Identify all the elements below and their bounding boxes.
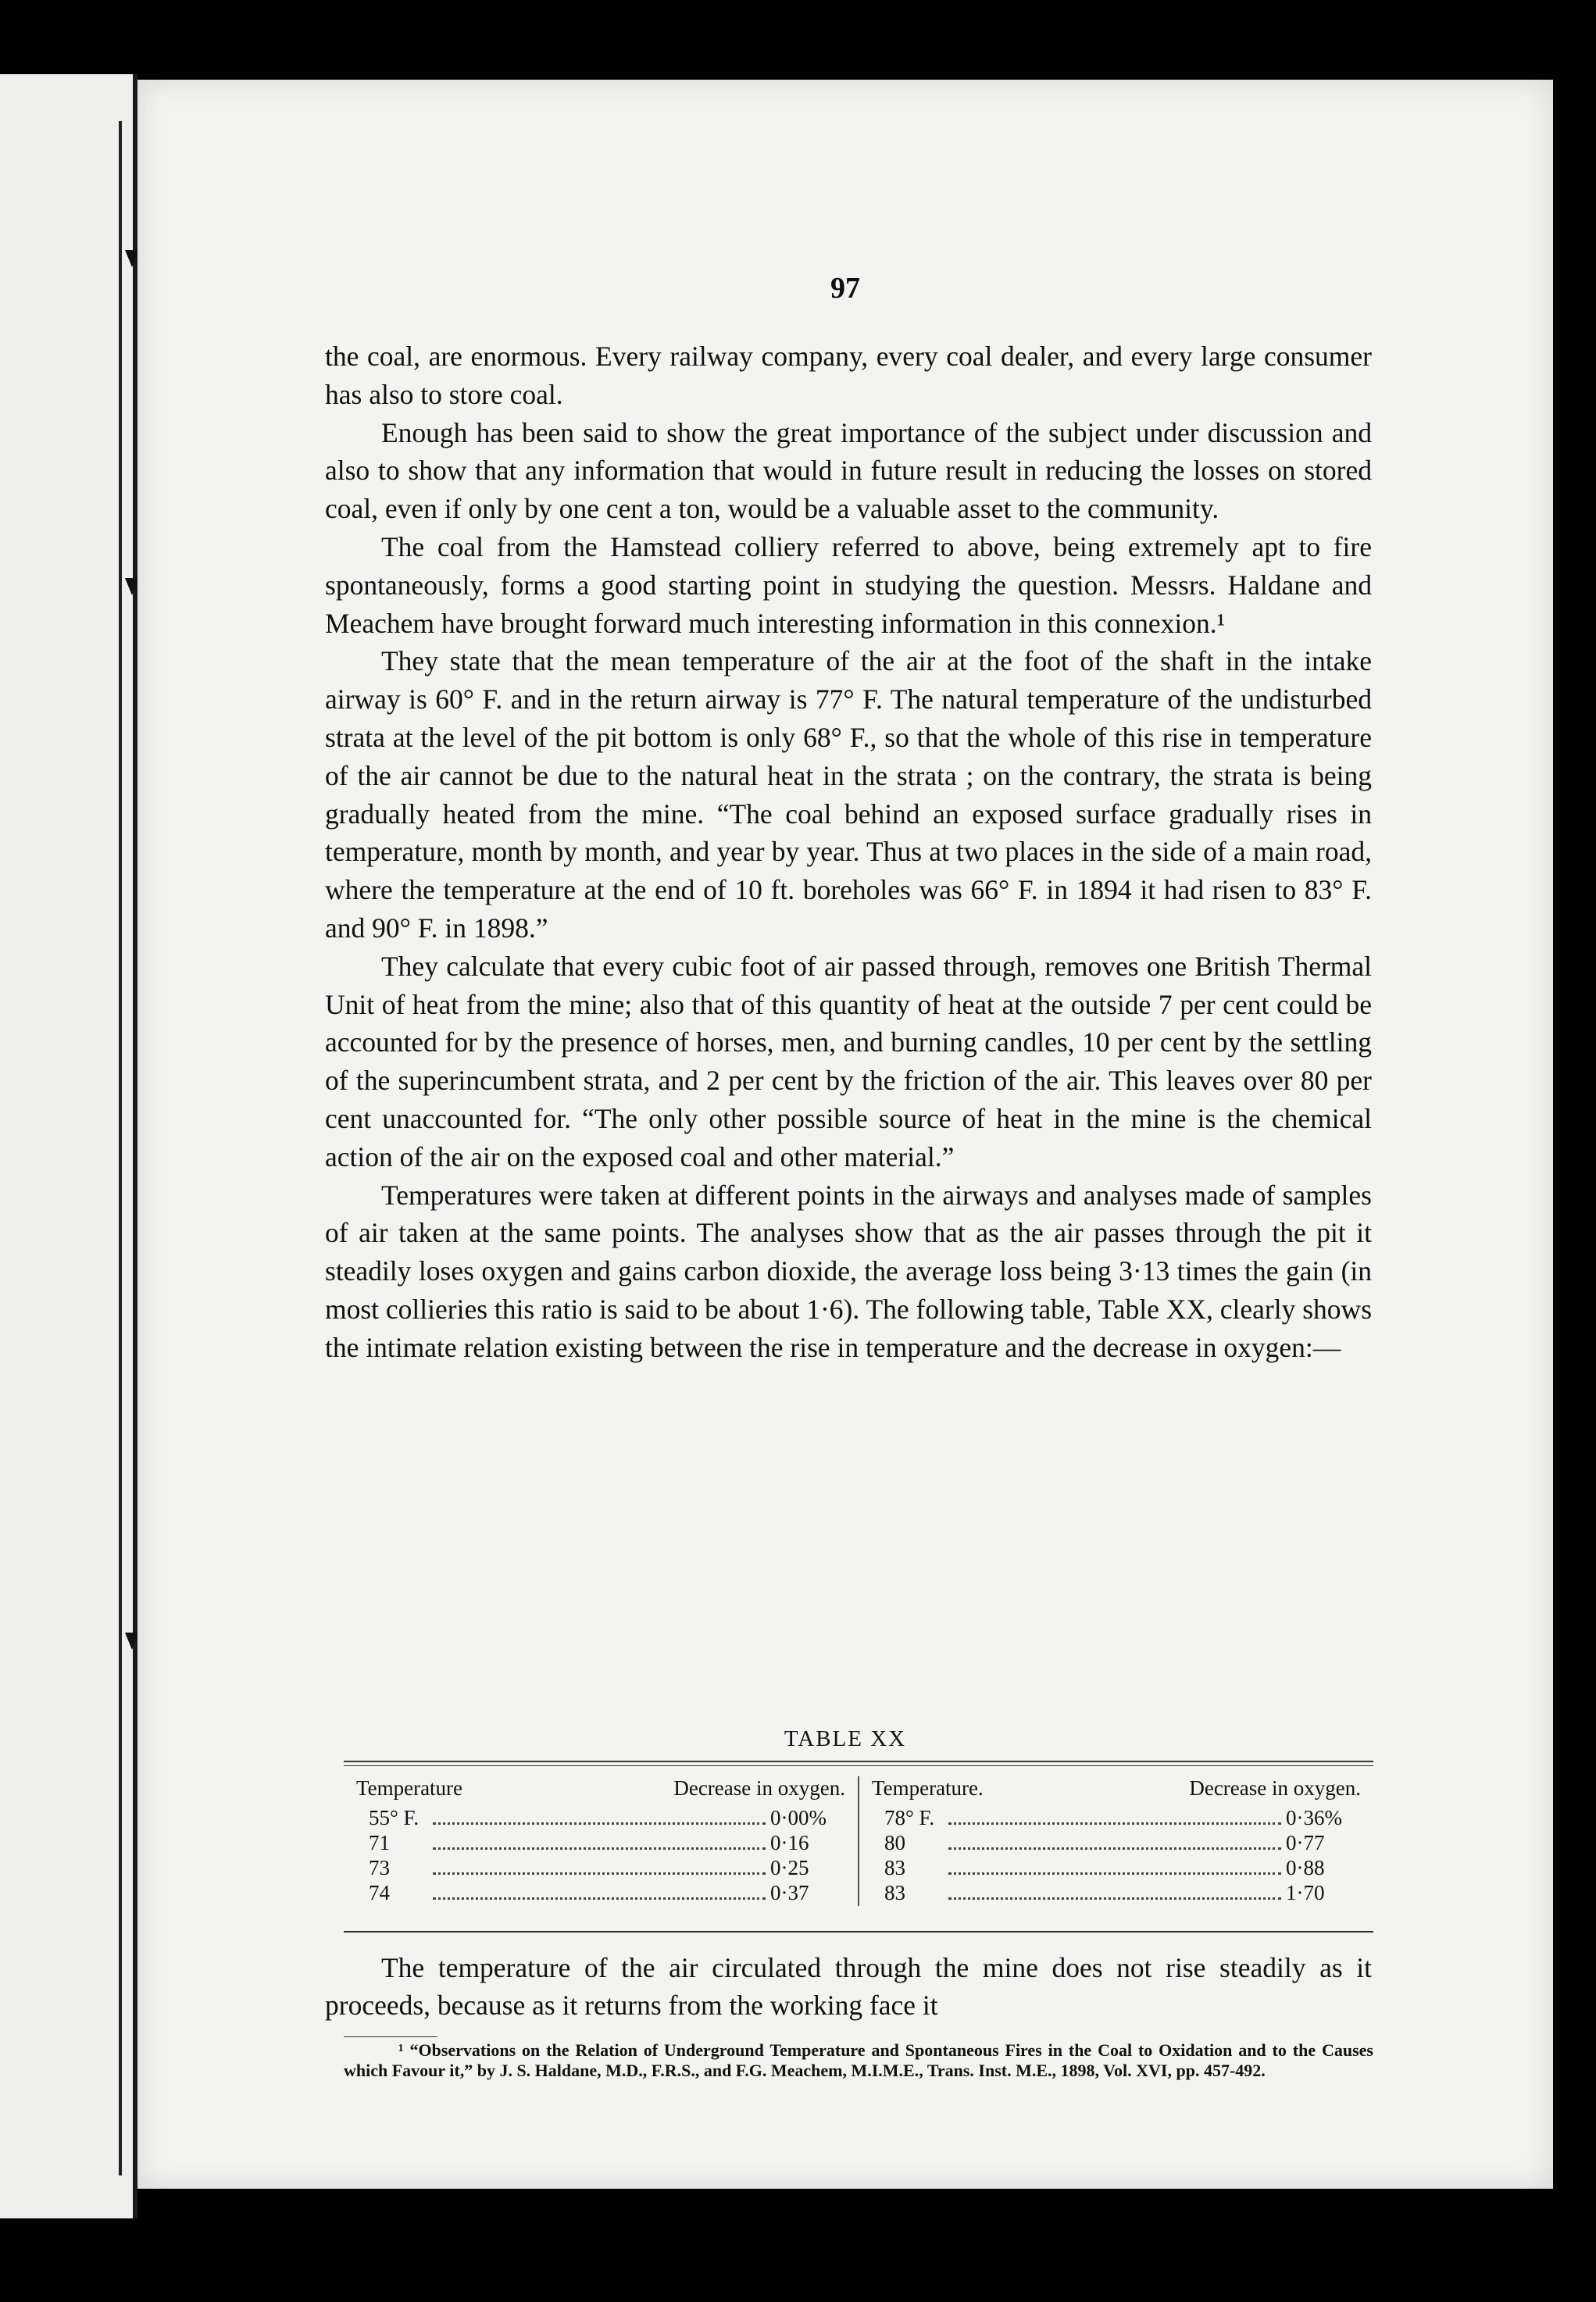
header-temperature: Temperature: [356, 1776, 463, 1800]
oxygen-cell: 0·77: [1286, 1831, 1325, 1854]
paragraph: They state that the mean temperature of the air at the foot of the shaft in the intake airway is 60° F. and in the return airway is 77° F. The natural temperature of the undisturbed strata at the level of the pit bottom is only 68° F., so that the whole of this rise in temperature of the air cannot be due to the natural heat in the strata ; on the contrary, the strata is being gradually heated from the mine. “The coal behind an exposed surface gradually rises in temperature, month by month, and year by year. Thus at two places in the side of a main road, where the temperature at the end of 10 ft. boreholes was 66° F. in 1894 it had risen to 83° F. and 90° F. in 1898.”: [325, 645, 1372, 944]
table-title: TABLE XX: [784, 1726, 907, 1751]
page-number: 97: [830, 272, 860, 305]
temperature-cell: 74: [369, 1881, 390, 1904]
table-row: [859, 1856, 1373, 1881]
footnote-text: ¹ “Observations on the Relation of Underground Temperature and Spontaneous Fires in the Coal to Oxidation and to the Causes which Favour it,” by J. S. Haldane, M.D., F.R.S., and F.G. Meachem, M.I.M.E., Trans. Inst. M.E., 1898, Vol. XVI, pp. 457-492.: [344, 2040, 1373, 2080]
table-header: [344, 1776, 858, 1806]
footnote: [344, 2040, 1373, 2081]
oxygen-cell: 0·36%: [1286, 1806, 1342, 1829]
table-row: [859, 1831, 1373, 1856]
table-right-half: [859, 1776, 1373, 1906]
table-header: [859, 1776, 1373, 1806]
facing-page-edge: [0, 74, 137, 2218]
leader-dots: [948, 1872, 1281, 1875]
body-text: [325, 337, 1372, 1367]
table-left-half: [344, 1776, 859, 1906]
paragraph: The temperature of the air circulated through the mine does not rise steadily as it proceeds, because as it returns from the working face it: [325, 1952, 1372, 2021]
paragraph: Temperatures were taken at different points in the airways and analyses made of samples of air taken at the same points. The analyses show that as the air passes through the pit it steadily loses oxygen and gains carbon dioxide, the average loss being 3·13 times the gain (in most collieries this ratio is said to be about 1·6). The following table, Table XX, clearly shows the intimate relation existing between the rise in temperature and the decrease in oxygen:—: [325, 1179, 1373, 1363]
oxygen-cell: 0·37: [770, 1881, 809, 1904]
footnote-rule: [344, 2036, 437, 2037]
oxygen-cell: 0·88: [1286, 1856, 1325, 1879]
temperature-cell: 78° F.: [884, 1806, 935, 1829]
leader-dots: [948, 1897, 1281, 1900]
oxygen-cell: 0·00%: [770, 1806, 827, 1829]
book-page: [137, 80, 1553, 2189]
continuation-text: [325, 1949, 1372, 2024]
leader-dots: [433, 1847, 766, 1850]
table-row: [344, 1806, 858, 1831]
table-row: [344, 1881, 858, 1906]
leader-dots: [433, 1822, 766, 1825]
table-row: [859, 1881, 1373, 1906]
temperature-cell: 73: [369, 1856, 390, 1879]
table-row: [344, 1856, 858, 1881]
table-rule: [344, 1931, 1373, 1933]
header-oxygen: Decrease in oxygen.: [673, 1776, 845, 1800]
oxygen-cell: 0·16: [770, 1831, 809, 1854]
leader-dots: [433, 1872, 766, 1875]
paragraph: The coal from the Hamstead colliery referred to above, being extremely apt to fire spontaneously, forms a good starting point in studying the question. Messrs. Haldane and Meachem have brought forward much interesting information in this connexion.¹: [325, 530, 1372, 639]
leader-dots: [433, 1897, 766, 1900]
paragraph: the coal, are enormous. Every railway company, every coal dealer, and every large consumer has also to store coal.: [325, 341, 1372, 410]
oxygen-cell: 1·70: [1286, 1881, 1325, 1904]
temperature-cell: 83: [884, 1881, 905, 1904]
paragraph: Enough has been said to show the great importance of the subject under discussion and also to show that any information that would in future result in reducing the losses on stored coal, even if only by one cent a ton, would be a valuable asset to the community.: [325, 416, 1372, 525]
leader-dots: [948, 1847, 1281, 1850]
header-temperature: Temperature.: [872, 1776, 984, 1800]
gutter-line: [119, 121, 122, 2175]
oxygen-cell: 0·25: [770, 1856, 809, 1879]
temperature-cell: 71: [369, 1831, 390, 1854]
table-row: [344, 1831, 858, 1856]
temperature-cell: 55° F.: [369, 1806, 420, 1829]
temperature-oxygen-table: [344, 1776, 1373, 1906]
leader-dots: [948, 1822, 1281, 1825]
header-oxygen: Decrease in oxygen.: [1189, 1776, 1361, 1800]
paragraph: They calculate that every cubic foot of air passed through, removes one British Thermal Unit of heat from the mine; also that of this quantity of heat at the outside 7 per cent could be accounted for by the presence of horses, men, and burning candles, 10 per cent by the settling of the superincumbent strata, and 2 per cent by the friction of the air. This leaves over 80 per cent unaccounted for. “The only other possible source of heat in the mine is the chemical action of the air on the exposed coal and other material.”: [325, 950, 1372, 1172]
temperature-cell: 80: [884, 1831, 905, 1854]
temperature-cell: 83: [884, 1856, 905, 1879]
table-rule: [344, 1761, 1373, 1766]
table-row: [859, 1806, 1373, 1831]
